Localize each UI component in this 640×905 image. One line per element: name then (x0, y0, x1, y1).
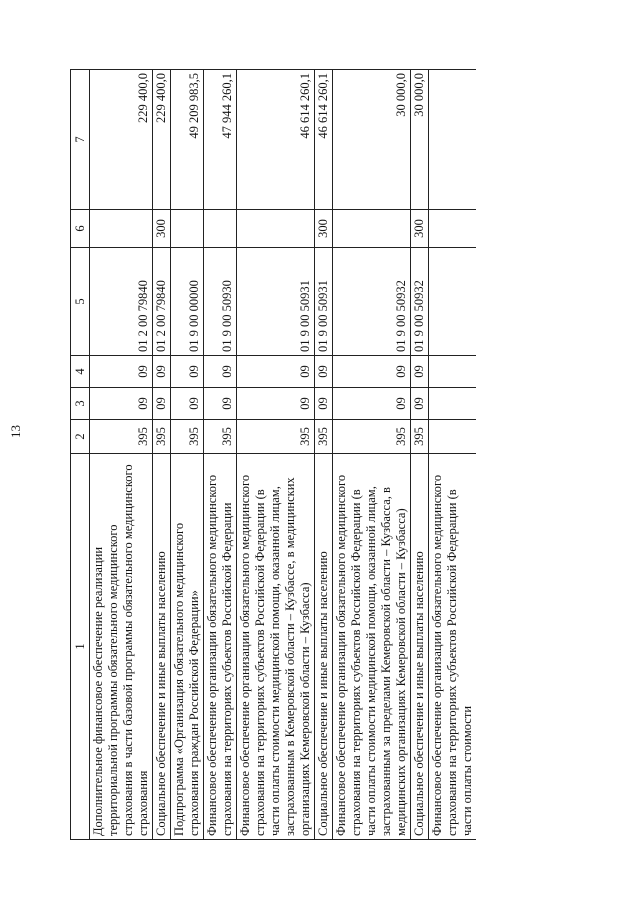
table-row (153, 70, 171, 840)
expense-type-code: 300 (411, 210, 429, 248)
ministry-code: 395 (237, 420, 315, 454)
table-row (333, 70, 411, 840)
row-name: Финансовое обеспечение организации обязательного медицинского страхования на территориях субъектов Российской Федерации (в части оплаты стоимости (429, 454, 477, 840)
amount-value: 229 400,0 (90, 70, 153, 210)
expense-type-code (171, 210, 204, 248)
expense-type-code (90, 210, 153, 248)
row-name: Социальное обеспечение и иные выплаты населению (411, 454, 429, 840)
ministry-code: 395 (315, 420, 333, 454)
budget-table (70, 69, 476, 840)
subsection-code: 09 (204, 356, 237, 388)
amount-value: 30 000,0 (333, 70, 411, 210)
expense-type-code (429, 210, 477, 248)
expense-type-code (204, 210, 237, 248)
subsection-code: 09 (411, 356, 429, 388)
section-code: 09 (90, 388, 153, 420)
table-header-row (71, 70, 90, 840)
amount-value (429, 70, 477, 210)
subsection-code (429, 356, 477, 388)
column-header: 4 (71, 356, 90, 388)
ministry-code: 395 (411, 420, 429, 454)
amount-value: 46 614 260,1 (315, 70, 333, 210)
column-header: 7 (71, 70, 90, 210)
section-code: 09 (237, 388, 315, 420)
subsection-code: 09 (153, 356, 171, 388)
expense-type-code: 300 (315, 210, 333, 248)
amount-value: 49 209 983,5 (171, 70, 204, 210)
ministry-code: 395 (171, 420, 204, 454)
amount-value: 47 944 260,1 (204, 70, 237, 210)
target-article-code: 01 9 00 50932 (411, 248, 429, 356)
target-article-code (429, 248, 477, 356)
row-name: Социальное обеспечение и иные выплаты населению (315, 454, 333, 840)
table-row (90, 70, 153, 840)
row-name: Подпрограмма «Организация обязательного медицинского страхования граждан Российской Федерации» (171, 454, 204, 840)
row-name: Дополнительное финансовое обеспечение реализации территориальной программы обязательного медицинского страхования в части базовой программы обязательного медицинского страхования (90, 454, 153, 840)
target-article-code: 01 2 00 79840 (153, 248, 171, 356)
row-name: Финансовое обеспечение организации обязательного медицинского страхования на территориях субъектов Российской Федерации (в части оплаты стоимости медицинской помощи, оказанной лицам, застрахованным за пределами Кемеровской области – Кузбасса, в медицинских организациях Кемеровской области – Кузбасса) (333, 454, 411, 840)
section-code: 09 (171, 388, 204, 420)
target-article-code: 01 9 00 50930 (204, 248, 237, 356)
target-article-code: 01 9 00 00000 (171, 248, 204, 356)
subsection-code: 09 (237, 356, 315, 388)
amount-value: 229 400,0 (153, 70, 171, 210)
ministry-code: 395 (90, 420, 153, 454)
table-row (204, 70, 237, 840)
ministry-code (429, 420, 477, 454)
column-header: 6 (71, 210, 90, 248)
target-article-code: 01 2 00 79840 (90, 248, 153, 356)
rotated-page-content (70, 70, 520, 840)
subsection-code: 09 (90, 356, 153, 388)
table-row (237, 70, 315, 840)
column-header: 2 (71, 420, 90, 454)
ministry-code: 395 (204, 420, 237, 454)
row-name: Финансовое обеспечение организации обязательного медицинского страхования на территориях субъектов Российской Федерации (204, 454, 237, 840)
section-code: 09 (411, 388, 429, 420)
expense-type-code: 300 (153, 210, 171, 248)
table-row (171, 70, 204, 840)
ministry-code: 395 (333, 420, 411, 454)
amount-value: 30 000,0 (411, 70, 429, 210)
table-body (71, 70, 477, 840)
column-header: 3 (71, 388, 90, 420)
subsection-code: 09 (315, 356, 333, 388)
section-code (429, 388, 477, 420)
column-header: 1 (71, 454, 90, 840)
table-row (429, 70, 477, 840)
section-code: 09 (153, 388, 171, 420)
target-article-code: 01 9 00 50931 (237, 248, 315, 356)
section-code: 09 (315, 388, 333, 420)
section-code: 09 (333, 388, 411, 420)
table-row (411, 70, 429, 840)
target-article-code: 01 9 00 50931 (315, 248, 333, 356)
ministry-code: 395 (153, 420, 171, 454)
column-header: 5 (71, 248, 90, 356)
section-code: 09 (204, 388, 237, 420)
expense-type-code (237, 210, 315, 248)
row-name: Социальное обеспечение и иные выплаты населению (153, 454, 171, 840)
amount-value: 46 614 260,1 (237, 70, 315, 210)
expense-type-code (333, 210, 411, 248)
subsection-code: 09 (333, 356, 411, 388)
target-article-code: 01 9 00 50932 (333, 248, 411, 356)
subsection-code: 09 (171, 356, 204, 388)
row-name: Финансовое обеспечение организации обязательного медицинского страхования на территориях субъектов Российской Федерации (в части оплаты стоимости медицинской помощи, оказанной лицам, застрахованным в Кемеровской области – Кузбассе, в медицинских организациях Кемеровской области – Кузбасса) (237, 454, 315, 840)
page-number: 13 (8, 425, 23, 438)
table-row (315, 70, 333, 840)
